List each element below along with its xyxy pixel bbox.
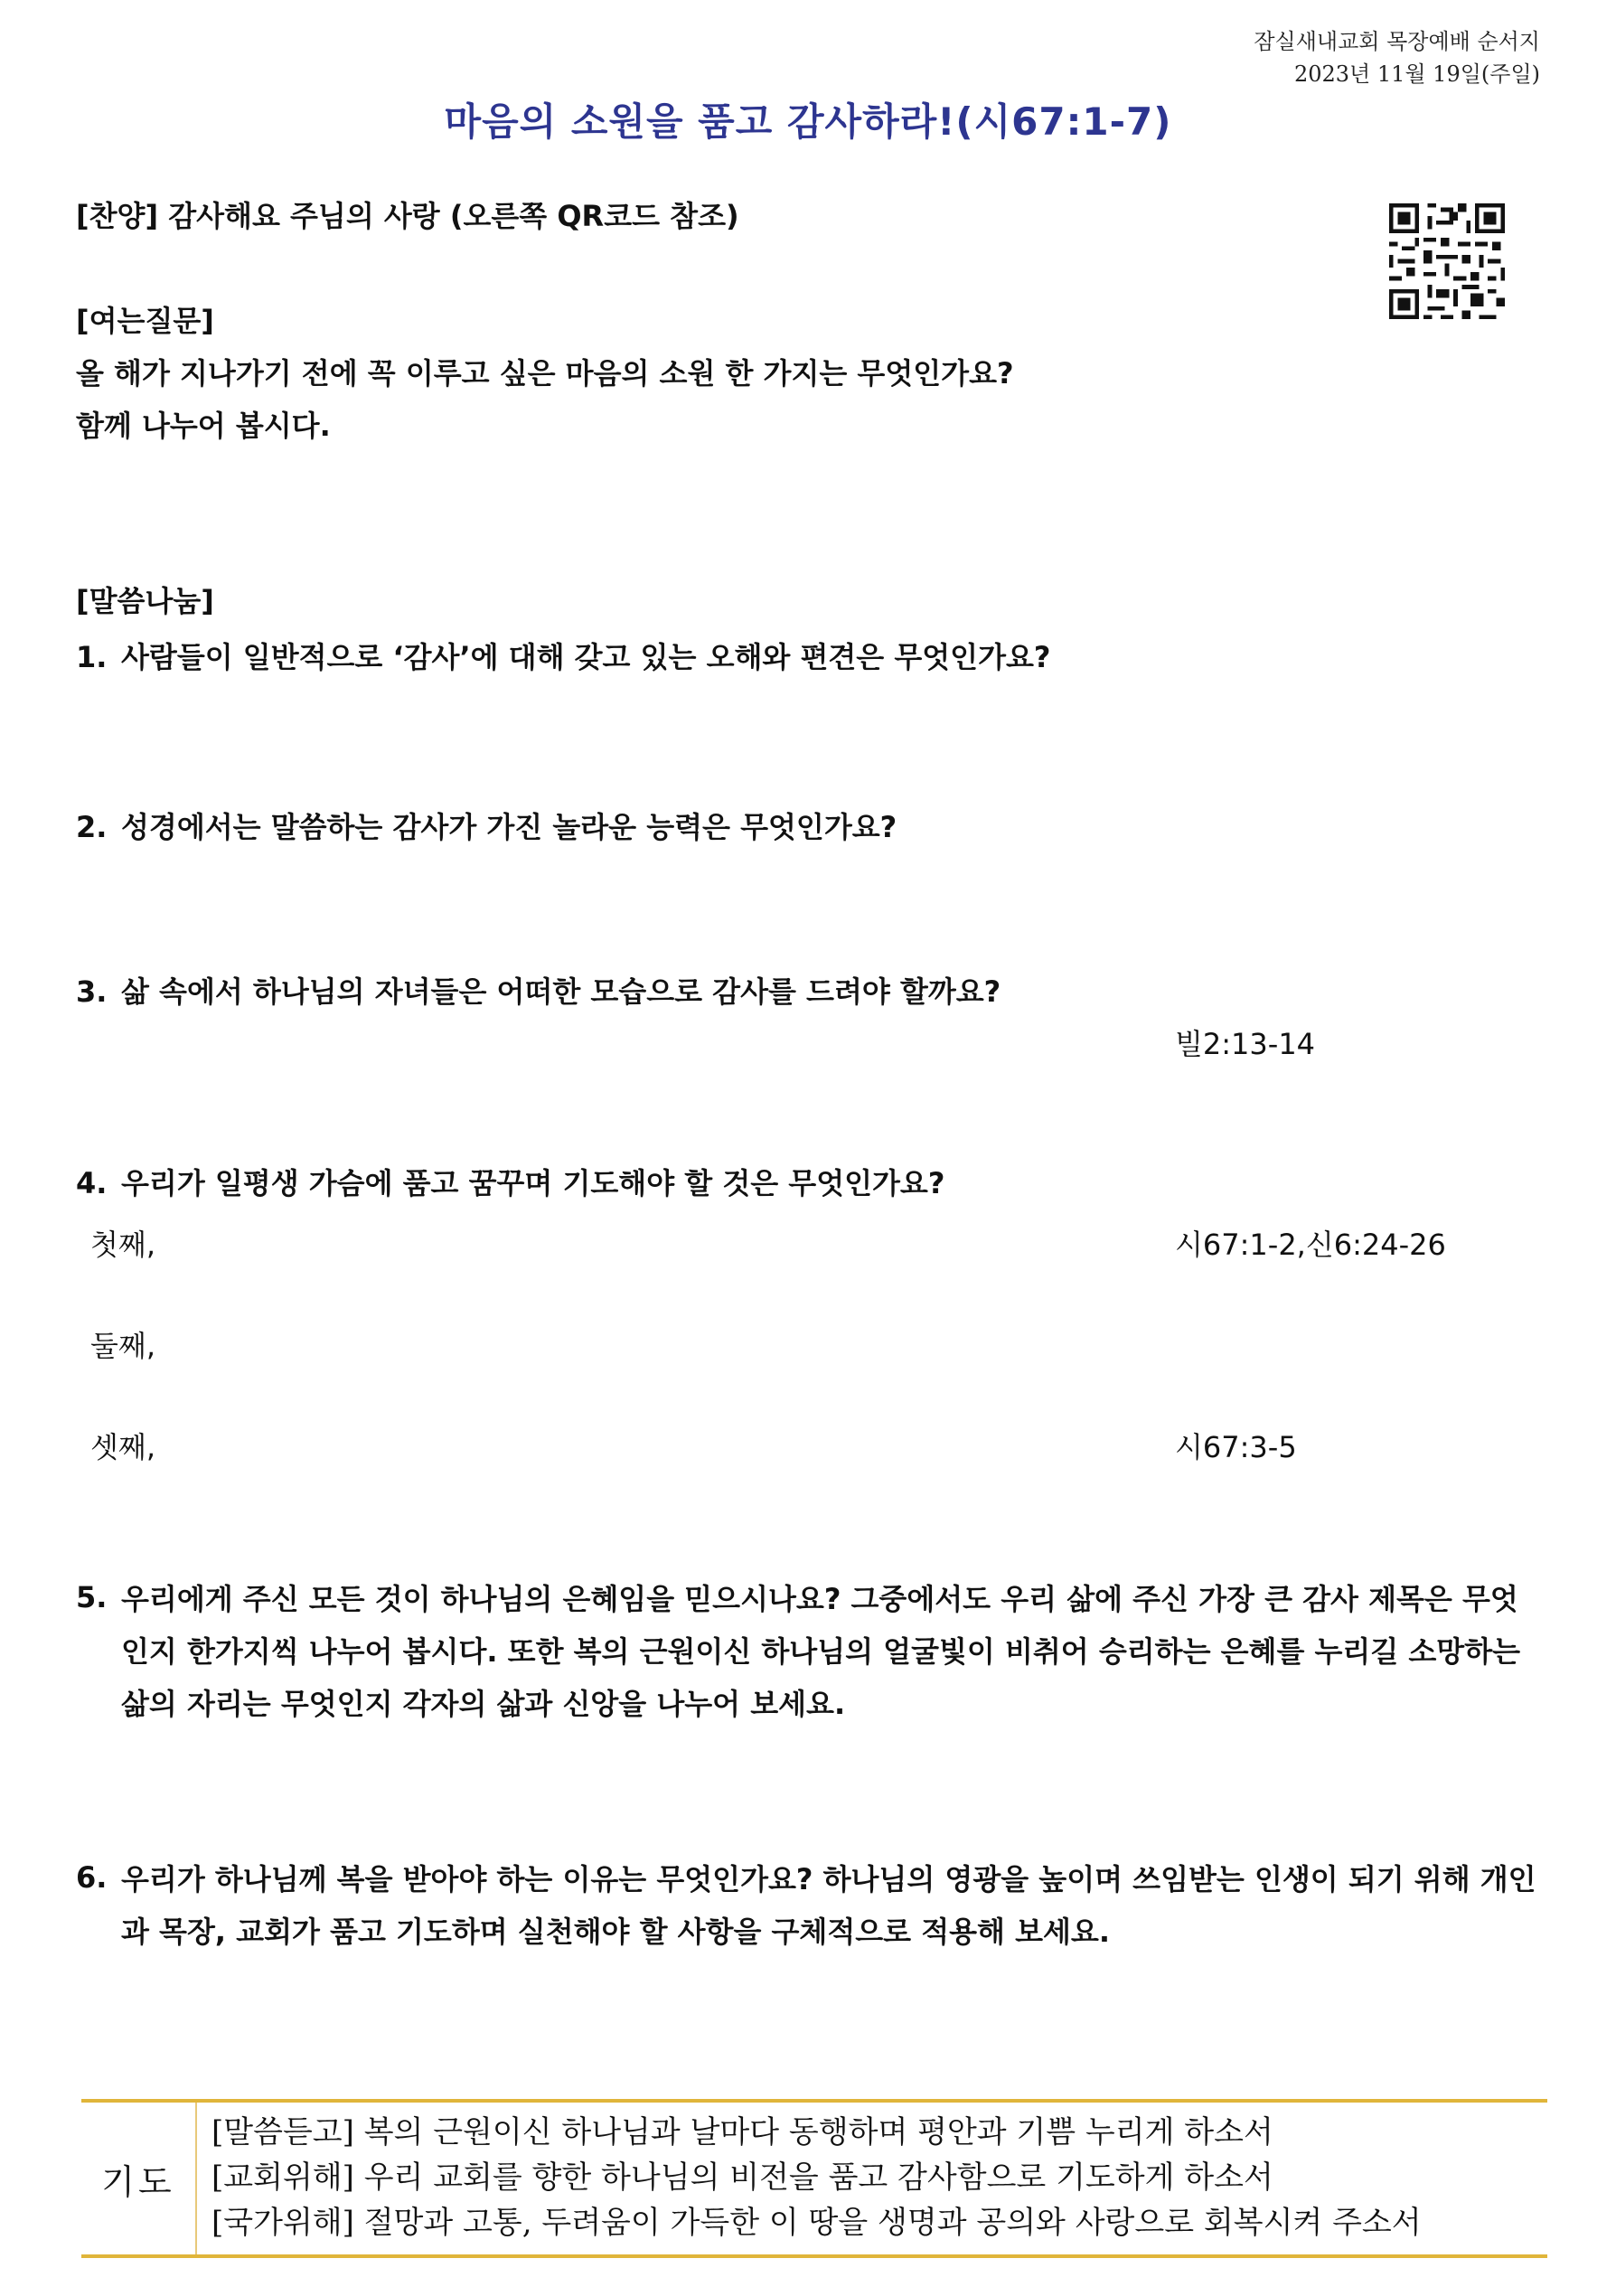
question-2 xyxy=(76,803,897,852)
question-text: 우리에게 주신 모든 것이 하나님의 은혜임을 믿으시나요? 그중에서도 우리 삶에 주신 가장 큰 감사 제목은 무엇인지 한가지씩 나누어 봅시다. 또한 복의 근원이신 하나님의 얼굴빛이 비취어 승리하는 은혜를 누리길 소망하는 삶의 자리는 무엇인지 각자의 삶과 신앙을 나누어 보세요. xyxy=(121,1582,1521,1721)
opening-heading: [여는질문] xyxy=(76,304,214,338)
question-text: 사람들이 일반적으로 ‘감사’에 대해 갖고 있는 오해와 편견은 무엇인가요? xyxy=(121,640,1051,674)
question-4-item-3: 셋째, xyxy=(90,1430,155,1464)
question-4-item-2: 둘째, xyxy=(90,1329,155,1363)
question-number: 1. xyxy=(76,640,108,674)
question-number: 2. xyxy=(76,810,108,844)
prayer-line-word: [말씀듣고] 복의 근원이신 하나님과 날마다 동행하며 평안과 기쁨 누리게 하소서 xyxy=(211,2114,1273,2150)
question-6 xyxy=(76,1853,1540,1958)
question-number: 3. xyxy=(76,974,108,1009)
prayer-line-church: [교회위해] 우리 교회를 향한 하나님의 비전을 품고 감사함으로 기도하게 하소서 xyxy=(211,2160,1273,2196)
question-text: 우리가 하나님께 복을 받아야 하는 이유는 무엇인가요? 하나님의 영광을 높이며 쓰임받는 인생이 되기 위해 개인과 목장, 교회가 품고 기도하며 실천해야 할 사항을 구체적으로 적용해 보세요. xyxy=(121,1862,1536,1949)
question-4-item-3-reference: 시67:3-5 xyxy=(1175,1430,1297,1464)
sharing-heading: [말씀나눔] xyxy=(76,584,214,618)
opening-question-line-2: 함께 나누어 봅시다. xyxy=(76,409,331,443)
question-4-item-1: 첫째, xyxy=(90,1228,155,1262)
question-4 xyxy=(76,1159,944,1208)
question-3-reference: 빌2:13-14 xyxy=(1175,1027,1316,1061)
question-3 xyxy=(76,967,1001,1016)
page-title: 마음의 소원을 품고 감사하라!(시67:1-7) xyxy=(444,99,1172,144)
prayer-lines xyxy=(211,2110,1422,2245)
question-1 xyxy=(76,633,1050,682)
question-text: 성경에서는 말씀하는 감사가 가진 놀라운 능력은 무엇인가요? xyxy=(121,810,897,844)
prayer-label: 기도 xyxy=(101,2161,175,2202)
opening-question-line-1: 올 해가 지나가기 전에 꼭 이루고 싶은 마음의 소원 한 가지는 무엇인가요? xyxy=(76,356,1014,391)
question-number: 5. xyxy=(76,1580,108,1614)
question-4-item-1-reference: 시67:1-2,신6:24-26 xyxy=(1175,1228,1446,1262)
header-meta xyxy=(1254,25,1540,90)
hymn-line: [찬양] 감사해요 주님의 사랑 (오른쪽 QR코드 참조) xyxy=(76,199,739,233)
question-number: 6. xyxy=(76,1860,108,1895)
prayer-line-nation: [국가위해] 절망과 고통, 두려움이 가득한 이 땅을 생명과 공의와 사랑으로 회복시켜 주소서 xyxy=(211,2205,1422,2241)
question-number: 4. xyxy=(76,1166,108,1200)
church-name: 잠실새내교회 목장예배 순서지 xyxy=(1254,29,1540,54)
prayer-divider xyxy=(195,2103,197,2254)
qr-code-icon[interactable] xyxy=(1385,199,1509,324)
worship-date: 2023년 11월 19일(주일) xyxy=(1293,61,1540,87)
question-text: 삶 속에서 하나님의 자녀들은 어떠한 모습으로 감사를 드려야 할까요? xyxy=(121,974,1001,1009)
question-text: 우리가 일평생 가슴에 품고 꿈꾸며 기도해야 할 것은 무엇인가요? xyxy=(121,1166,945,1200)
question-5 xyxy=(76,1573,1540,1730)
prayer-box xyxy=(81,2099,1547,2258)
